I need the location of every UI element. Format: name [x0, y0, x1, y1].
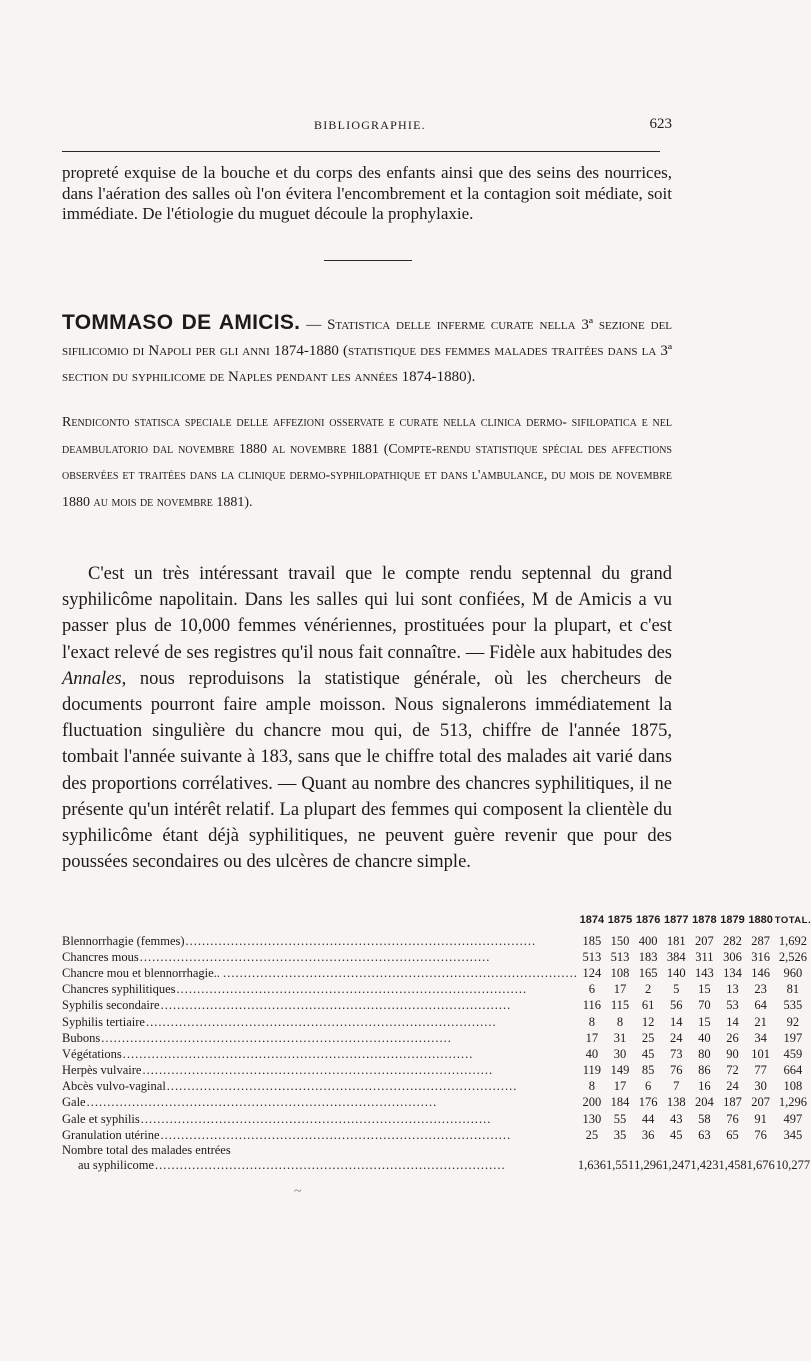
cell: 63: [698, 1127, 711, 1142]
table-row: [62, 965, 811, 981]
cell: 306: [723, 949, 742, 964]
table-row: [62, 1030, 811, 1046]
header-rule: [62, 151, 660, 152]
statistics-table: [62, 911, 811, 1173]
cell-total: 345: [783, 1127, 803, 1142]
cell: 513: [610, 949, 630, 964]
total-row-label-line1: Nombre total des malades entrées: [62, 1143, 231, 1158]
cell: 14: [726, 1014, 739, 1029]
table-row: [62, 1127, 811, 1143]
review-title: [62, 310, 672, 390]
review-title-text: — Statistica delle inferme curate nella 3ª sezione del sifilicomio di Napoli per gli anni 1874-1880 (statistique des femmes malades traitées dans la 3ª section du syphilicome de Naples pendant les années 1874-1880).: [62, 317, 673, 385]
cell: 45: [670, 1127, 683, 1142]
table-row: [62, 982, 811, 998]
cell: 40: [585, 1046, 599, 1061]
review-body: [62, 561, 672, 875]
table-row: [62, 1063, 811, 1079]
cell: 183: [638, 949, 658, 964]
cell: 204: [695, 1095, 714, 1110]
cell: 55: [613, 1111, 627, 1126]
cell: 143: [695, 965, 714, 980]
row-label: Chancres mous: [62, 949, 139, 964]
cell: 115: [610, 998, 630, 1013]
table-header-label: [62, 911, 578, 933]
cell: 12: [641, 1014, 655, 1029]
cell: 1,423: [690, 1158, 719, 1173]
cell-total: 108: [783, 1079, 803, 1094]
table-body: [62, 933, 811, 1173]
cell: 31: [613, 1030, 627, 1045]
cell: 76: [754, 1127, 767, 1142]
cell: 316: [751, 949, 770, 964]
cell: 23: [754, 982, 767, 997]
row-label: Syphilis secondaire: [62, 998, 160, 1013]
cell: 8: [588, 1079, 595, 1094]
cell: 40: [698, 1030, 711, 1045]
cell: 8: [588, 1014, 595, 1029]
cell: 24: [726, 1079, 739, 1094]
cell: 8: [616, 1014, 624, 1029]
cell-total: 197: [783, 1030, 803, 1045]
cell: 130: [582, 1111, 602, 1126]
cell: 311: [695, 949, 714, 964]
cell: 35: [613, 1127, 627, 1142]
table-header-row: [62, 911, 811, 933]
running-head: [62, 116, 672, 138]
cell: 36: [641, 1127, 655, 1142]
review-body-italic: Annales: [62, 668, 122, 689]
table-row: [62, 949, 811, 965]
cell-total: 10,277: [775, 1158, 811, 1173]
cell-total: 1,296: [778, 1095, 807, 1110]
table-row: [62, 1046, 811, 1062]
total-row-label-line2: au syphilicome: [62, 1158, 155, 1173]
cell: 124: [582, 965, 602, 980]
cell: 61: [641, 998, 655, 1013]
column-header: 1875: [607, 914, 633, 926]
table-row: [62, 933, 811, 949]
cell: 400: [638, 933, 658, 948]
table-row: [62, 1079, 811, 1095]
cell: 25: [585, 1127, 599, 1142]
cell: 181: [666, 933, 686, 948]
cell: 384: [666, 949, 686, 964]
cell-total: 459: [783, 1046, 803, 1061]
row-label: Syphilis tertiaire: [62, 1014, 145, 1029]
row-label: Bubons: [62, 1030, 101, 1045]
page-number: 623: [649, 116, 672, 132]
cell: 25: [641, 1030, 655, 1045]
cell: 2: [645, 982, 652, 997]
cell-total: 2,526: [778, 949, 807, 964]
cell: 16: [698, 1079, 711, 1094]
column-header: 1878: [692, 914, 717, 926]
table-row: [62, 1095, 811, 1111]
column-header: 1874: [579, 914, 605, 926]
cell: 150: [610, 933, 630, 948]
column-header: 1876: [635, 914, 661, 926]
row-label: Gale: [62, 1095, 86, 1110]
cell: 70: [698, 998, 711, 1013]
column-header-total: TOTAL.: [774, 914, 811, 926]
table-total-row: [62, 1143, 811, 1173]
cell: 30: [613, 1046, 627, 1061]
cell: 26: [726, 1030, 739, 1045]
row-label: Herpès vulvaire: [62, 1063, 142, 1078]
table-row: [62, 1111, 811, 1127]
cell-total: 1,692: [778, 933, 807, 948]
cell: 64: [754, 998, 767, 1013]
review-body-part2: , nous reproduisons la statistique générale, où les chercheurs de documents pourront faire ample moisson. Nous signalerons immédiatement la fluctuation singulière du chancre mou qui, de 513, chiffre de l'année 1875, tombait l'année suivante à 183, sans que le chiffre total des malades ait varié dans des proportions corrélatives. — Quant au nombre des chancres syphilitiques, il ne présente qu'un intérêt relatif. La plupart des femmes qui composent la clientèle du syphilicôme étant déjà syphilitiques, ne peuvent guère revenir que pour des poussées secondaires ou des ulcères de chancre simple.: [62, 668, 672, 873]
cell: 185: [582, 933, 602, 948]
cell: 513: [582, 949, 602, 964]
cell: 73: [670, 1046, 683, 1061]
cell: 17: [585, 1030, 599, 1045]
cell: 146: [751, 965, 770, 980]
cell: 176: [638, 1095, 658, 1110]
cell-total: 81: [786, 982, 800, 997]
cell: 17: [613, 982, 627, 997]
cell: 15: [698, 982, 711, 997]
cell: 287: [751, 933, 770, 948]
cell: 34: [754, 1030, 767, 1045]
cell: 65: [726, 1127, 739, 1142]
cell: 134: [723, 965, 742, 980]
column-header: 1879: [720, 914, 745, 926]
intro-paragraph: propreté exquise de la bouche et du corps des enfants ainsi que des seins des nourrices, dans l'aération des salles où l'on évitera l'encombrement et la contagion soit médiate, soit immédiate. De l'étiologie du muguet découle la prophylaxie.: [62, 163, 672, 223]
cell: 1,458: [718, 1158, 747, 1173]
cell: 101: [751, 1046, 770, 1061]
table-row: [62, 998, 811, 1014]
cell: 90: [726, 1046, 739, 1061]
cell: 7: [673, 1079, 680, 1094]
section-separator: [324, 260, 412, 261]
cell: 30: [754, 1079, 767, 1094]
row-label: Blennorrhagie (femmes): [62, 933, 185, 948]
review-body-part1: C'est un très intéressant travail que le compte rendu septennal du grand syphilicôme napolitain. Dans les salles qui lui sont confiées, M de Amicis a vu passer plus de 10,000 femmes vénériennes, prostituées pour la plupart, et c'est l'exact relevé de ses registres qu'il nous fait connaître. — Fidèle aux habitudes des: [62, 564, 672, 663]
review-subtitle: Rendiconto statisca speciale delle affezioni osservate e curate nella clinica dermo- sifilopatica e nel deambulatorio dal novembre 1880 al novembre 1881 (Compte-rendu statistique spécial des affections observées et traitées dans la clinique dermo-syphilopathique et dans l'ambulance, du mois de novembre 1880 au mois de novembre 1881).: [62, 415, 672, 510]
cell: 43: [670, 1111, 683, 1126]
cell-total: 497: [783, 1111, 803, 1126]
cell-total: 664: [783, 1063, 803, 1078]
row-label: Chancres syphilitiques: [62, 982, 176, 997]
row-label: Chancre mou et blennorrhagie.. .: [62, 965, 227, 980]
cell: 138: [666, 1095, 686, 1110]
cell: 119: [582, 1063, 602, 1078]
cell: 1,296: [634, 1158, 663, 1173]
column-header: 1880: [748, 914, 773, 926]
cell: 58: [698, 1111, 711, 1126]
cell: 80: [698, 1046, 711, 1061]
cell: 116: [582, 998, 602, 1013]
cell: 76: [670, 1063, 683, 1078]
column-header: 1877: [664, 914, 689, 926]
cell: 44: [641, 1111, 655, 1126]
row-label: Abcès vulvo-vaginal: [62, 1079, 166, 1094]
cell: 282: [723, 933, 742, 948]
cell: 6: [588, 982, 595, 997]
cell: 14: [670, 1014, 683, 1029]
cell: 24: [670, 1030, 683, 1045]
row-label: Gale et syphilis: [62, 1111, 140, 1126]
cell: 45: [641, 1046, 655, 1061]
row-label: Granulation utérine: [62, 1127, 160, 1142]
cell: 15: [698, 1014, 711, 1029]
cell: 72: [726, 1063, 739, 1078]
row-label: Végétations: [62, 1046, 122, 1061]
running-title: BIBLIOGRAPHIE.: [314, 118, 426, 132]
cell: 1,636: [577, 1158, 606, 1173]
cell: 76: [726, 1111, 739, 1126]
review-author: TOMMASO DE AMICIS.: [62, 311, 301, 334]
cell: 56: [670, 998, 683, 1013]
cell: 5: [673, 982, 680, 997]
cell: 165: [638, 965, 658, 980]
cell: 91: [754, 1111, 767, 1126]
cell: 13: [726, 982, 739, 997]
cell: 207: [695, 933, 714, 948]
cell: 6: [645, 1079, 652, 1094]
table-row: [62, 1014, 811, 1030]
cell: 53: [726, 998, 739, 1013]
cell-total: 92: [786, 1014, 800, 1029]
cell: 108: [610, 965, 630, 980]
cell-total: 535: [783, 998, 803, 1013]
cell: 86: [698, 1063, 711, 1078]
footer-mark: ~: [294, 1184, 302, 1199]
cell: 1,676: [746, 1158, 775, 1173]
cell: 17: [613, 1079, 627, 1094]
cell: 85: [641, 1063, 655, 1078]
cell: 1,247: [662, 1158, 691, 1173]
cell: 187: [723, 1095, 742, 1110]
cell: 200: [582, 1095, 602, 1110]
cell-total: 960: [783, 965, 803, 980]
cell: 140: [666, 965, 686, 980]
cell: 21: [754, 1014, 767, 1029]
cell: 1,551: [605, 1158, 635, 1173]
cell: 77: [754, 1063, 767, 1078]
cell: 184: [610, 1095, 630, 1110]
cell: 149: [610, 1063, 630, 1078]
cell: 207: [751, 1095, 770, 1110]
